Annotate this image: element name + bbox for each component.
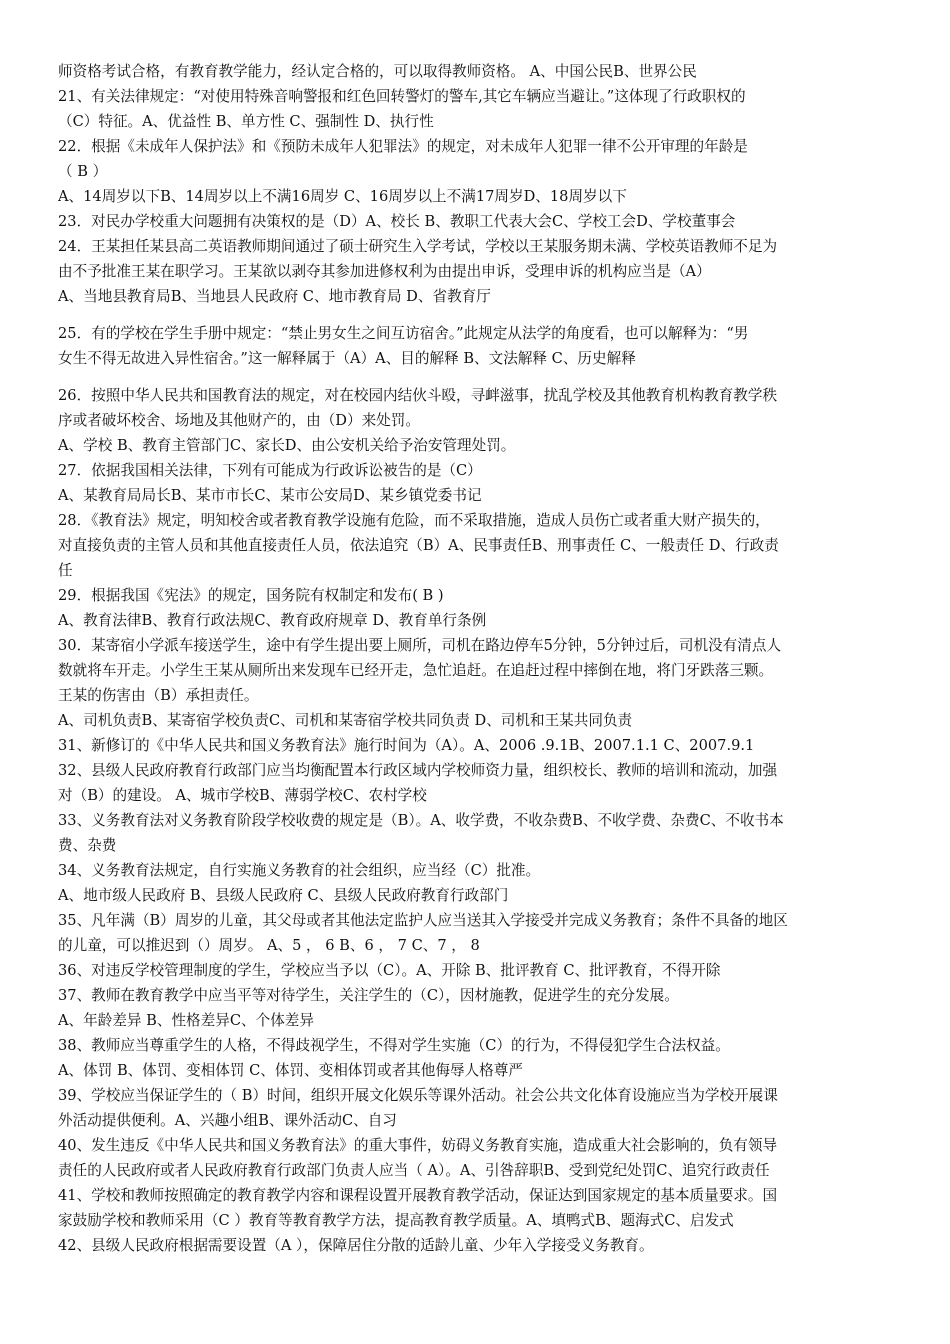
text-line: 责任的人民政府或者人民政府教育行政部门负责人应当（ A）。A、引咎辞职B、受到党纪处罚C、追究行政责任 — [58, 1162, 770, 1179]
text-line: A、体罚 B、体罚、变相体罚 C、体罚、变相体罚或者其他侮辱人格尊严 — [58, 1062, 523, 1079]
text-line: （C）特征。A、优益性 B、单方性 C、强制性 D、执行性 — [58, 113, 434, 130]
paragraph-gap — [58, 309, 894, 321]
text-line: 王某的伤害由（B）承担责任。 — [58, 687, 259, 704]
text-line: 42、县级人民政府根据需要设置（A ），保障居住分散的适龄儿童、少年入学接受义务教育。 — [58, 1237, 654, 1254]
text-line: 38、教师应当尊重学生的人格，不得歧视学生，不得对学生实施（C）的行为，不得侵犯学生合法权益。 — [58, 1037, 730, 1054]
text-line: A、14周岁以下B、14周岁以上不满16周岁 C、16周岁以上不满17周岁D、18周岁以下 — [58, 188, 627, 205]
text-line: 22．根据《未成年人保护法》和《预防未成年人犯罪法》的规定，对未成年人犯罪一律不公开审理的年龄是 — [58, 138, 748, 155]
text-line: 外活动提供便利。A、兴趣小组B、课外活动C、自习 — [58, 1112, 397, 1129]
text-line: A、年龄差异 B、性格差异C、个体差异 — [58, 1012, 314, 1029]
paragraph-gap — [58, 371, 894, 383]
text-line: 34、义务教育法规定，自行实施义务教育的社会组织，应当经（C）批准。 — [58, 862, 541, 879]
text-line: 由不予批准王某在职学习。王某欲以剥夺其参加进修权利为由提出申诉，受理申诉的机构应当是（A） — [58, 263, 711, 280]
text-line: 35、凡年满（B）周岁的儿童，其父母或者其他法定监护人应当送其入学接受并完成义务教育；条件不具备的地区 — [58, 912, 788, 929]
text-line: 数就将车开走。小学生王某从厕所出来发现车已经开走，急忙追赶。在追赶过程中摔倒在地，将门牙跌落三颗。 — [58, 662, 774, 679]
text-line: 32、县级人民政府教育行政部门应当均衡配置本行政区域内学校师资力量，组织校长、教师的培训和流动，加强 — [58, 762, 778, 779]
text-line: 33、义务教育法对义务教育阶段学校收费的规定是（B）。A、收学费，不收杂费B、不收学费、杂费C、不收书本 — [58, 812, 784, 829]
text-line: 25．有的学校在学生手册中规定：“禁止男女生之间互访宿舍。”此规定从法学的角度看，也可以解释为：“男 — [58, 325, 749, 342]
text-line: 39、学校应当保证学生的（ B）时间，组织开展文化娱乐等课外活动。社会公共文化体育设施应当为学校开展课 — [58, 1087, 778, 1104]
text-line: 家鼓励学校和教师采用（C ）教育等教育教学方法，提高教育教学质量。A、填鸭式B、题海式C、启发式 — [58, 1212, 734, 1229]
text-line: A、司机负责B、某寄宿学校负责C、司机和某寄宿学校共同负责 D、司机和王某共同负责 — [58, 712, 633, 729]
text-line: （ B ） — [58, 163, 108, 180]
text-line: A、地市级人民政府 B、县级人民政府 C、县级人民政府教育行政部门 — [58, 887, 509, 904]
text-line: A、某教育局局长B、某市市长C、某市公安局D、某乡镇党委书记 — [58, 487, 482, 504]
text-line: 37、教师在教育教学中应当平等对待学生，关注学生的（C），因材施教，促进学生的充分发展。 — [58, 987, 679, 1004]
text-line: 23．对民办学校重大问题拥有决策权的是（D）A、校长 B、教职工代表大会C、学校工会D、学校董事会 — [58, 213, 736, 230]
text-line: 30．某寄宿小学派车接送学生，途中有学生提出要上厕所，司机在路边停车5分钟，5分钟过后，司机没有清点人 — [58, 637, 782, 654]
text-line: 的儿童，可以推迟到（）周岁。 A、5 ， 6 B、6 ， 7 C、7 ， 8 — [58, 937, 480, 954]
text-line: A、教育法律B、教育行政法规C、教育政府规章 D、教育单行条例 — [58, 612, 487, 629]
text-line: 对（B）的建设。 A、城市学校B、薄弱学校C、农村学校 — [58, 787, 427, 804]
text-line: 31、新修订的《中华人民共和国义务教育法》施行时间为（A）。A、2006 .9.1B、2007.1.1 C、2007.9.1 — [58, 737, 755, 754]
text-line: 女生不得无故进入异性宿舍。”这一解释属于（A）A、目的解释 B、文法解释 C、历史解释 — [58, 350, 636, 367]
text-line: A、当地县教育局B、当地县人民政府 C、地市教育局 D、省教育厅 — [58, 288, 491, 305]
text-line: 任 — [58, 562, 73, 579]
text-line: 序或者破坏校舍、场地及其他财产的，由（D）来处罚。 — [58, 412, 420, 429]
text-line: 41、学校和教师按照确定的教育教学内容和课程设置开展教育教学活动，保证达到国家规定的基本质量要求。国 — [58, 1187, 778, 1204]
text-line: 36、对违反学校管理制度的学生，学校应当予以（C）。A、开除 B、批评教育 C、批评教育，不得开除 — [58, 962, 721, 979]
text-line: A、学校 B、教育主管部门C、家长D、由公安机关给予治安管理处罚。 — [58, 437, 516, 454]
text-line: 28．《教育法》规定，明知校舍或者教育教学设施有危险，而不采取措施，造成人员伤亡或者重大财产损失的， — [58, 512, 770, 529]
text-line: 29．根据我国《宪法》的规定，国务院有权制定和发布( B ) — [58, 587, 444, 604]
text-line: 对直接负责的主管人员和其他直接责任人员，依法追究（B）A、民事责任B、刑事责任 C、一般责任 D、行政责 — [58, 537, 779, 554]
text-line: 27．依据我国相关法律，下列有可能成为行政诉讼被告的是（C） — [58, 462, 482, 479]
text-line: 26．按照中华人民共和国教育法的规定，对在校园内结伙斗殴，寻衅滋事，扰乱学校及其他教育机构教育教学秩 — [58, 387, 778, 404]
text-line: 21、有关法律规定：“对使用特殊音响警报和红色回转警灯的警车,其它车辆应当避让。”这体现了行政职权的 — [58, 88, 746, 105]
text-line: 费、杂费 — [58, 837, 117, 854]
text-line: 师资格考试合格，有教育教学能力，经认定合格的，可以取得教师资格。 A、中国公民B、世界公民 — [58, 63, 697, 80]
text-line: 40、发生违反《中华人民共和国义务教育法》的重大事件，妨碍义务教育实施，造成重大社会影响的，负有领导 — [58, 1137, 778, 1154]
text-line: 24．王某担任某县高二英语教师期间通过了硕士研究生入学考试，学校以王某服务期未满、学校英语教师不足为 — [58, 238, 778, 255]
